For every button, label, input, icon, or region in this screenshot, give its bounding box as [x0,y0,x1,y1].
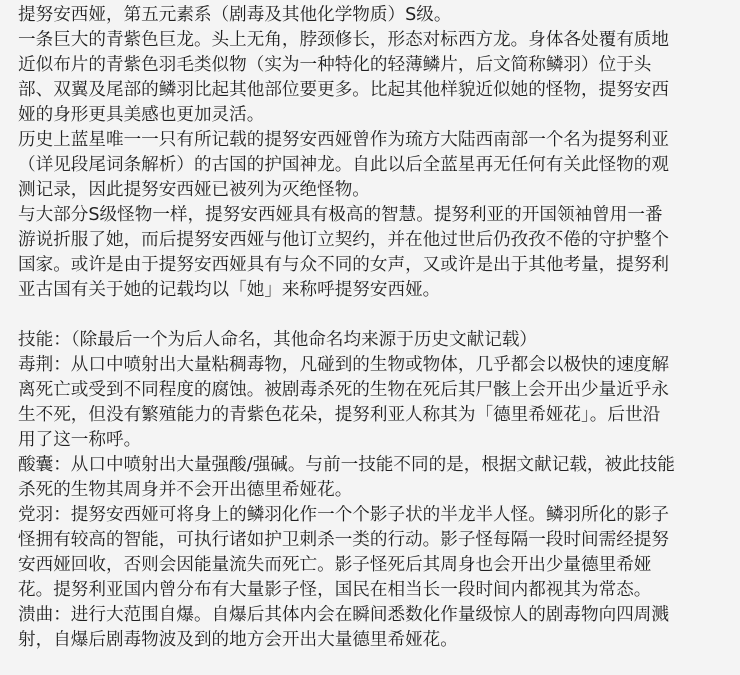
text-line: 与大部分S级怪物一样，提努安西娅具有极高的智慧。提努利亚的开国领袖曾用一番 [18,205,663,225]
text-line: （详见段尾词条解析）的古国的护国神龙。自此以后全蓝星再无任何有关此怪物的观 [18,155,669,175]
text-line: 近似布片的青紫色羽毛类似物（实为一种特化的轻薄鳞片，后文简称鳞羽）位于头 [18,55,652,75]
skill-collapse-paragraph [18,603,722,653]
text-line: 国家。或许是由于提努安西娅具有与众不同的女声，又或许是出于其他考量，提努利 [18,255,669,275]
text-line: 一条巨大的青紫色巨龙。头上无角，脖颈修长，形态对标西方龙。身体各处覆有质地 [18,30,669,50]
skill-minions-paragraph [18,503,722,603]
description-paragraph [18,28,722,128]
skill-acid-sac-paragraph [18,453,722,503]
text-line: 溃曲：进行大范围自爆。自爆后其体内会在瞬间悉数化作量级惊人的剧毒物向四周溅 [18,605,669,625]
text-line: 离死亡或受到不同程度的腐蚀。被剧毒杀死的生物在死后其尸骸上会开出少量近乎永 [18,380,669,400]
blank-gap [18,303,722,328]
text-line: 游说折服了她，而后提努安西娅与他订立契约，并在他过世后仍孜孜不倦的守护整个 [18,230,669,250]
history-paragraph [18,128,722,203]
text-line: 党羽：提努安西娅可将身上的鳞羽化作一个个影子状的半龙半人怪。鳞羽所化的影子 [18,505,669,525]
text-line: 杀死的生物其周身并不会开出德里希娅花。 [18,480,353,500]
text-line: 用了这一称呼。 [18,430,142,450]
text-line: 酸囊：从口中喷射出大量强酸/强碱。与前一技能不同的是，根据文献记载，被此技能 [18,455,675,475]
text-line: 花。提努利亚国内曾分布有大量影子怪，国民在相当长一段时间内都视其为常态。 [18,580,652,600]
intelligence-paragraph [18,203,722,303]
text-line: 提努安西娅，第五元素系（剧毒及其他化学物质）S级。 [18,5,452,25]
text-line: 娅的身形更具美感也更加灵活。 [18,105,265,125]
skill-poison-thorn-paragraph [18,353,722,453]
text-line: 技能：（除最后一个为后人命名，其他命名均来源于历史文献记载） [18,330,538,350]
text-line: 历史上蓝星唯一一只有所记载的提努安西娅曾作为琉方大陆西南部一个名为提努利亚 [18,130,669,150]
text-line: 毒荆：从口中喷射出大量粘稠毒物，凡碰到的生物或物体，几乎都会以极快的速度解 [18,355,669,375]
text-line: 生不死，但没有繁殖能力的青紫色花朵，提努利亚人称其为「德里希娅花」。后世沿 [18,405,661,425]
skills-heading-paragraph [18,328,722,353]
text-line: 射，自爆后剧毒物波及到的地方会开出大量德里希娅花。 [18,630,458,650]
text-line: 测记录，因此提努安西娅已被列为灭绝怪物。 [18,180,370,200]
text-line: 部、双翼及尾部的鳞羽比起其他部位要更多。比起其他样貌近似她的怪物，提努安西 [18,80,669,100]
text-line: 亚古国有关于她的记载均以「她」来称呼提努安西娅。 [18,280,441,300]
text-line: 怪拥有较高的智能，可执行诸如护卫刺杀一类的行动。影子怪每隔一段时间需经提努 [18,530,669,550]
title-paragraph [18,3,722,28]
text-line: 安西娅回收，否则会因能量流失而死亡。影子怪死后其周身也会开出少量德里希娅 [18,555,652,575]
